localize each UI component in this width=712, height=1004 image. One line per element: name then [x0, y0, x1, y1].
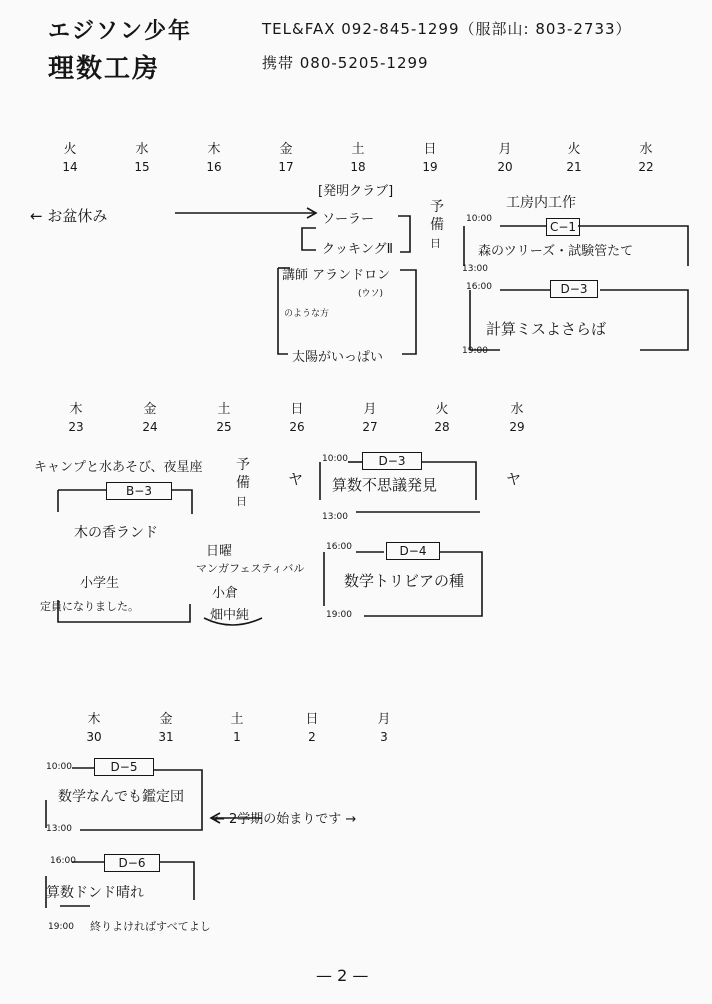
mobile-number: 携帯 080-5205-1299 — [262, 54, 429, 72]
taiyou-event: 太陽がいっぱい — [292, 350, 384, 365]
weekday: 日 — [290, 402, 304, 417]
time-label: 16:00 — [466, 282, 492, 292]
cooking-bracket-right — [398, 216, 410, 252]
weekday: 土 — [217, 402, 231, 417]
ya-mark: ヤ — [506, 470, 522, 488]
date: 14 — [62, 160, 78, 174]
date: 3 — [380, 730, 388, 744]
course-badge-b3: B−3 — [106, 482, 172, 500]
yobi-day-week1: 予 備 日 — [430, 199, 444, 250]
c1-course-title: 森のツリーズ・試験管たて — [478, 244, 634, 259]
weekday: 水 — [135, 142, 149, 157]
weekday: 金 — [143, 402, 157, 417]
time-label: 13:00 — [322, 512, 348, 522]
weekday: 土 — [230, 712, 244, 727]
date: 21 — [566, 160, 582, 174]
course-badge-d4: D−4 — [386, 542, 440, 560]
date: 17 — [278, 160, 294, 174]
date: 30 — [86, 730, 102, 744]
date: 23 — [68, 420, 84, 434]
shougakusei: 小学生 — [80, 576, 120, 591]
b3-frame-right — [172, 490, 192, 514]
semester-start: ← 2学期の始まりです → — [214, 812, 357, 827]
weekday: 木 — [87, 712, 101, 727]
weekday: 火 — [63, 142, 77, 157]
time-label: 16:00 — [326, 542, 352, 552]
page-number: — 2 — — [316, 966, 369, 985]
yobi-day-week2: 予 備 日 — [236, 457, 250, 508]
capacity-full: 定員になりました。 — [40, 600, 139, 613]
weekday: 月 — [363, 402, 377, 417]
time-label: 19:00 — [48, 922, 74, 932]
weekday: 日 — [423, 142, 437, 157]
time-label: 19:00 — [462, 346, 488, 356]
time-label: 19:00 — [326, 610, 352, 620]
tel-fax: TEL&FAX 092-845-1299（服部山: 803-2733） — [262, 20, 632, 38]
d3-course-title: 計算ミスよさらば — [486, 320, 607, 338]
date: 19 — [422, 160, 438, 174]
weekday: 木 — [207, 142, 221, 157]
date: 15 — [134, 160, 150, 174]
date: 28 — [434, 420, 450, 434]
time-label: 13:00 — [46, 824, 72, 834]
cooking-event: クッキングⅡ — [322, 242, 394, 257]
time-label: 10:00 — [46, 762, 72, 772]
weekday: 月 — [498, 142, 512, 157]
course-badge-d6: D−6 — [104, 854, 160, 872]
course-badge-d3-week2: D−3 — [362, 452, 422, 470]
d3w1-frame-right — [600, 290, 688, 350]
org-name-line2: 理数工房 — [48, 54, 161, 84]
course-badge-d3: D−3 — [550, 280, 598, 298]
weekday: 水 — [639, 142, 653, 157]
ya-mark: ヤ — [288, 470, 304, 488]
weekday: 木 — [69, 402, 83, 417]
hatake-name: 畑中純 — [210, 608, 250, 623]
manga-festival: マンガフェスティバル — [196, 562, 305, 575]
course-badge-d5: D−5 — [94, 758, 154, 776]
koubou-craft: 工房内工作 — [506, 195, 576, 211]
kinoka-land: 木の香ランド — [74, 525, 158, 541]
date: 26 — [289, 420, 305, 434]
solar-event: ソーラー — [322, 212, 375, 227]
weekday: 火 — [435, 402, 449, 417]
time-label: 13:00 — [462, 264, 488, 274]
weekday: 金 — [279, 142, 293, 157]
date: 20 — [497, 160, 513, 174]
lecturer-joke: (ウソ) — [358, 289, 384, 299]
closing-phrase: 終りよければすべてよし — [90, 920, 211, 933]
d3w2-course-title: 算数不思議発見 — [332, 476, 438, 494]
d6-course-title: 算数ドンド晴れ — [46, 885, 144, 901]
nichiyo-note: 日曜 — [206, 544, 233, 559]
date: 22 — [638, 160, 654, 174]
cooking-bracket-left — [302, 228, 316, 250]
weekday: 月 — [377, 712, 391, 727]
invention-club: [発明クラブ] — [318, 184, 394, 199]
course-badge-c1: C−1 — [546, 218, 580, 236]
obon-holiday: ← お盆休み — [30, 207, 108, 225]
date: 18 — [350, 160, 366, 174]
date: 31 — [158, 730, 174, 744]
date: 27 — [362, 420, 378, 434]
org-name-line1: エジソン少年 — [48, 19, 193, 44]
weekday: 土 — [351, 142, 365, 157]
date: 25 — [216, 420, 232, 434]
d5-course-title: 数学なんでも鑑定団 — [58, 789, 184, 805]
camp-event: キャンプと水あそび、夜星座 — [34, 460, 203, 475]
date: 1 — [233, 730, 241, 744]
weekday: 日 — [305, 712, 319, 727]
time-label: 10:00 — [322, 454, 348, 464]
date: 29 — [509, 420, 525, 434]
time-label: 10:00 — [466, 214, 492, 224]
weekday: 火 — [567, 142, 581, 157]
weekday: 水 — [510, 402, 524, 417]
time-label: 16:00 — [50, 856, 76, 866]
d4-course-title: 数学トリビアの種 — [344, 572, 465, 590]
date: 24 — [142, 420, 158, 434]
date: 2 — [308, 730, 316, 744]
lecturer-note: 講師 アランドロン — [282, 268, 391, 283]
d6-frame-right — [160, 862, 194, 900]
lecturer-like: のような方 — [284, 309, 330, 319]
lecturer-frame-right — [400, 270, 416, 354]
kokura-place: 小倉 — [212, 586, 239, 601]
weekday: 金 — [159, 712, 173, 727]
date: 16 — [206, 160, 222, 174]
